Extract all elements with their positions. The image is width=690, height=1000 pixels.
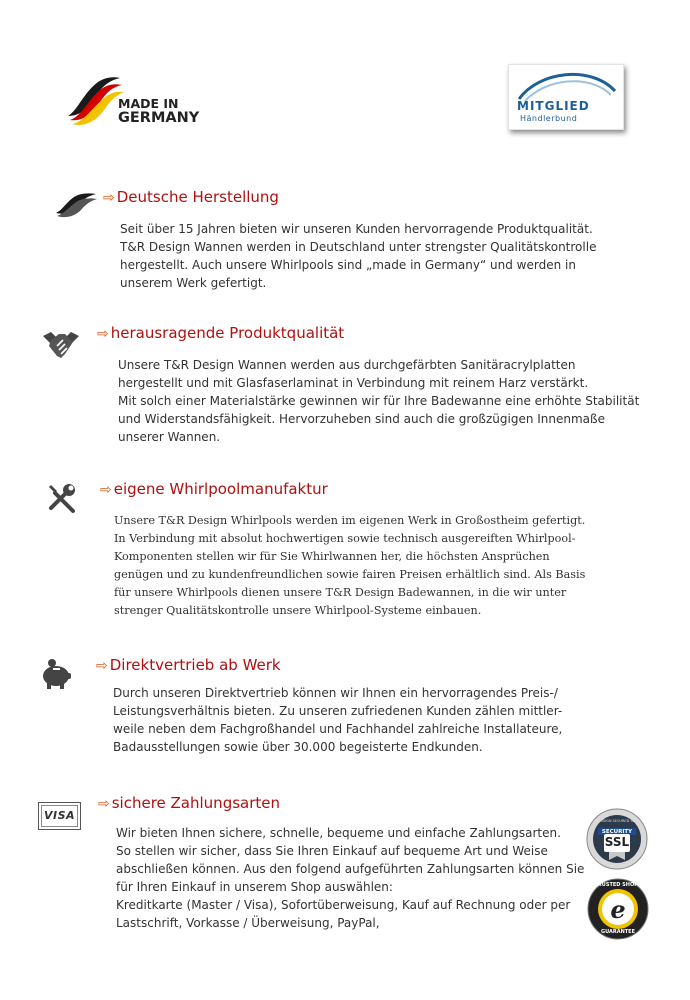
section-text-direktvertrieb <box>113 684 653 756</box>
text-line: Wir bieten Ihnen sichere, schnelle, bequeme und einfache Zahlungsarten. <box>116 826 561 840</box>
ssl-label: SSL <box>604 835 630 849</box>
text-line: abschließen können. Aus den folgend aufgeführten Zahlungsarten können Sie <box>116 862 585 876</box>
arrow-right-icon: ⇨ <box>100 482 112 498</box>
text-line: und Widerstandsfähigkeit. Hervorzuheben sind auch die großzügigen Innenmaße <box>118 412 605 426</box>
text-line: für unsere Whirlpools dienen unsere T&R Design Badewannen, in die wir unter <box>114 586 567 599</box>
visa-label: VISA <box>43 809 76 822</box>
text-line: In Verbindung mit absolut hochwertigen sowie technisch ausgereiften Whirlpool- <box>114 532 576 545</box>
arrow-right-icon: ⇨ <box>103 190 115 206</box>
text-line: genügen und zu kundenfreundlichen sowie fairen Preisen erhältlich sind. Als Basis <box>114 568 586 581</box>
text-line: hergestellt. Auch unsere Whirlpools sind „made in Germany“ und werden in <box>120 258 576 272</box>
text-line: So stellen wir sicher, dass Sie Ihren Einkauf auf bequeme Art und Weise <box>116 844 548 858</box>
made-in-germany-logo <box>64 70 214 130</box>
ssl-security-label: SECURITY <box>601 829 633 835</box>
section-text-deutsche-herstellung <box>120 220 640 292</box>
text-line: Badausstellungen sowie über 30.000 begeisterte Endkunden. <box>113 740 483 754</box>
section-3-icon-wrap <box>47 483 77 517</box>
section-heading-deutsche-herstellung: ⇨ Deutsche Herstellung <box>103 188 279 206</box>
arrow-right-icon: ⇨ <box>98 796 110 812</box>
section-text-produktqualitaet <box>118 356 658 446</box>
section-heading-whirlpoolmanufaktur: ⇨ eigene Whirlpoolmanufaktur <box>100 480 328 498</box>
handshake-icon <box>43 328 79 360</box>
trusted-shops-label: TRUSTED SHOPS <box>594 882 642 888</box>
text-line: Komponenten stellen wir für Sie Whirlwannen her, die höchsten Ansprüchen <box>114 550 550 563</box>
made-in-text: MADE IN <box>118 96 179 111</box>
piggy-bank-icon <box>40 659 72 689</box>
text-line: für Ihren Einkauf in unserem Shop auswählen: <box>116 880 393 894</box>
guarantee-label: GUARANTEE <box>600 929 636 935</box>
text-line: hergestellt und mit Glasfaserlaminat in Verbindung mit reinem Harz verstärkt. <box>118 376 589 390</box>
section-4-icon-wrap <box>40 659 72 693</box>
ssl-top-label: VERISIGN SECURED SEAL <box>594 819 640 823</box>
text-line: Lastschrift, Vorkasse / Überweisung, PayPal, <box>116 916 380 930</box>
section-heading-produktqualitaet: ⇨ herausragende Produktqualität <box>97 324 345 342</box>
haendlerbund-member-badge[interactable] <box>508 64 624 130</box>
svg-text:e: e <box>610 895 626 924</box>
text-line: Durch unseren Direktvertrieb können wir Ihnen ein hervorragendes Preis-/ <box>113 686 558 700</box>
arrow-right-icon: ⇨ <box>96 658 108 674</box>
text-line: Mit solch einer Materialstärke gewinnen wir für Ihre Badewanne eine erhöhte Stabilität <box>118 394 640 408</box>
section-text-zahlungsarten <box>116 824 586 932</box>
text-line: Unsere T&R Design Whirlpools werden im eigenen Werk in Großostheim gefertigt. <box>114 514 586 527</box>
trusted-shops-seal[interactable] <box>587 878 649 940</box>
text-line: Seit über 15 Jahren bieten wir unseren Kunden hervorragende Produktqualität. <box>120 222 593 236</box>
text-line: Leistungsverhältnis bieten. Zu unseren zufriedenen Kunden zählen mittler- <box>113 704 563 718</box>
section-text-whirlpoolmanufaktur <box>114 512 654 620</box>
text-line: Unsere T&R Design Wannen werden aus durchgefärbten Sanitäracrylplatten <box>118 358 576 372</box>
member-subtitle: Händlerbund <box>520 114 578 123</box>
text-line: strenger Qualitätskontrolle unsere Whirlpool-Systeme einbauen. <box>114 604 482 617</box>
section-2-icon-wrap <box>43 328 79 364</box>
germany-text: GERMANY <box>118 110 200 126</box>
germany-flag-swoosh-icon <box>64 70 124 130</box>
section-heading-zahlungsarten: ⇨ sichere Zahlungsarten <box>98 794 281 812</box>
visa-card-icon <box>38 802 81 830</box>
text-line: Kreditkarte (Master / Visa), Sofortüberweisung, Kauf auf Rechnung oder per <box>116 898 571 912</box>
arrow-right-icon: ⇨ <box>97 326 109 342</box>
section-heading-direktvertrieb: ⇨ Direktvertrieb ab Werk <box>96 656 281 674</box>
member-title: MITGLIED <box>517 99 590 113</box>
text-line: weile neben dem Fachgroßhandel und Fachhandel zahlreiche Installateure, <box>113 722 563 736</box>
text-line: T&R Design Wannen werden in Deutschland unter strengster Qualitätskontrolle <box>120 240 597 254</box>
ssl-security-seal[interactable] <box>586 808 648 870</box>
germany-flag-swoosh-icon <box>54 191 98 219</box>
tools-icon <box>47 483 77 513</box>
text-line: unserer Wannen. <box>118 430 221 444</box>
section-1-icon-wrap <box>54 191 98 223</box>
text-line: unserem Werk gefertigt. <box>120 276 267 290</box>
